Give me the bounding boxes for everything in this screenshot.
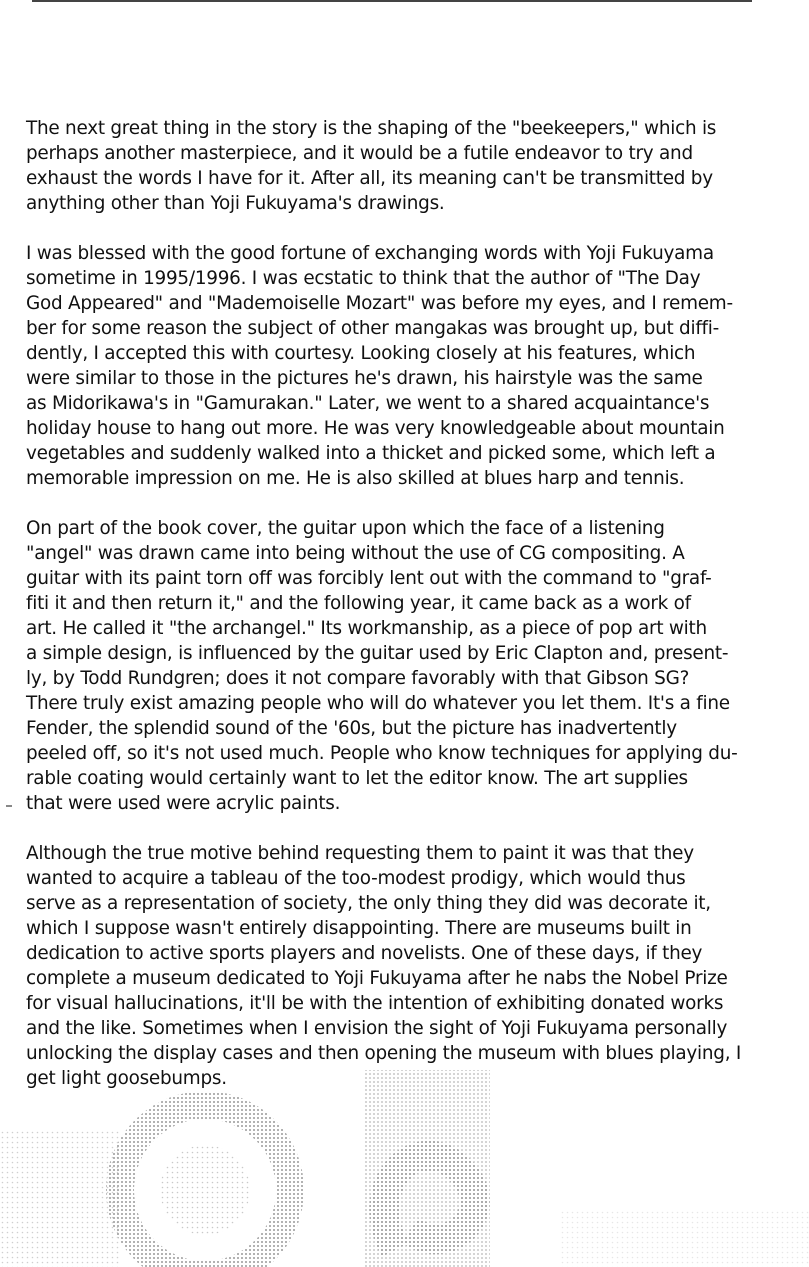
paragraph-2 xyxy=(26,241,786,491)
top-border-line xyxy=(32,0,752,2)
text-line: that were used were acrylic paints. xyxy=(26,793,341,814)
text-line: exhaust the words I have for it. After all, its meaning can't be transmitted by xyxy=(26,168,713,189)
text-line: were similar to those in the pictures he's drawn, his hairstyle was the same xyxy=(26,368,703,389)
paragraph-3 xyxy=(26,516,786,816)
text-line: sometime in 1995/1996. I was ecstatic to think that the author of "The Day xyxy=(26,268,701,289)
text-line: art. He called it "the archangel." Its workmanship, as a piece of pop art with xyxy=(26,618,707,639)
paragraph-1 xyxy=(26,116,786,216)
text-line: get light goosebumps. xyxy=(26,1068,227,1089)
text-line: Although the true motive behind requesting them to paint it was that they xyxy=(26,843,694,864)
tone-ring-inner xyxy=(160,1145,250,1235)
text-line: I was blessed with the good fortune of exchanging words with Yoji Fukuyama xyxy=(26,243,714,264)
text-line: Fender, the splendid sound of the '60s, but the picture has inadvertently xyxy=(26,718,677,739)
text-line: as Midorikawa's in "Gamurakan." Later, we went to a shared acquaintance's xyxy=(26,393,710,414)
text-line: unlocking the display cases and then opening the museum with blues playing, I xyxy=(26,1043,742,1064)
text-line: perhaps another masterpiece, and it would be a futile endeavor to try and xyxy=(26,143,693,164)
text-line: "angel" was drawn came into being without the use of CG compositing. A xyxy=(26,543,685,564)
text-line: ly, by Todd Rundgren; does it not compare favorably with that Gibson SG? xyxy=(26,668,690,689)
text-line: complete a museum dedicated to Yoji Fukuyama after he nabs the Nobel Prize xyxy=(26,968,728,989)
essay-text xyxy=(26,116,786,1116)
text-line: serve as a representation of society, the only thing they did was decorate it, xyxy=(26,893,711,914)
tone-patch-right xyxy=(560,1210,809,1267)
paragraph-4 xyxy=(26,841,786,1091)
text-line: rable coating would certainly want to let the editor know. The art supplies xyxy=(26,768,688,789)
screentone-artwork xyxy=(0,1060,809,1267)
margin-tick-mark xyxy=(6,805,12,807)
text-line: holiday house to hang out more. He was very knowledgeable about mountain xyxy=(26,418,725,439)
text-line: and the like. Sometimes when I envision the sight of Yoji Fukuyama personally xyxy=(26,1018,728,1039)
text-line: dently, I accepted this with courtesy. Looking closely at his features, which xyxy=(26,343,696,364)
text-line: guitar with its paint torn off was forcibly lent out with the command to "graf- xyxy=(26,568,712,589)
text-line: dedication to active sports players and novelists. One of these days, if they xyxy=(26,943,703,964)
text-line: for visual hallucinations, it'll be with the intention of exhibiting donated works xyxy=(26,993,724,1014)
text-line: fiti it and then return it," and the following year, it came back as a work of xyxy=(26,593,691,614)
text-line: ber for some reason the subject of other mangakas was brought up, but diffi- xyxy=(26,318,720,339)
text-line: The next great thing in the story is the shaping of the "beekeepers," which is xyxy=(26,118,717,139)
text-line: There truly exist amazing people who will do whatever you let them. It's a fine xyxy=(26,693,730,714)
text-line: anything other than Yoji Fukuyama's drawings. xyxy=(26,193,445,214)
tone-patch-left xyxy=(0,1130,120,1267)
text-line: peeled off, so it's not used much. People who know techniques for applying du- xyxy=(26,743,738,764)
text-line: God Appeared" and "Mademoiselle Mozart" was before my eyes, and I remem- xyxy=(26,293,733,314)
text-line: On part of the book cover, the guitar upon which the face of a listening xyxy=(26,518,665,539)
text-line: which I suppose wasn't entirely disappointing. There are museums built in xyxy=(26,918,692,939)
text-line: vegetables and suddenly walked into a thicket and picked some, which left a xyxy=(26,443,716,464)
text-line: memorable impression on me. He is also skilled at blues harp and tennis. xyxy=(26,468,685,489)
text-line: wanted to acquire a tableau of the too-modest prodigy, which would thus xyxy=(26,868,686,889)
text-line: a simple design, is influenced by the guitar used by Eric Clapton and, present- xyxy=(26,643,729,664)
